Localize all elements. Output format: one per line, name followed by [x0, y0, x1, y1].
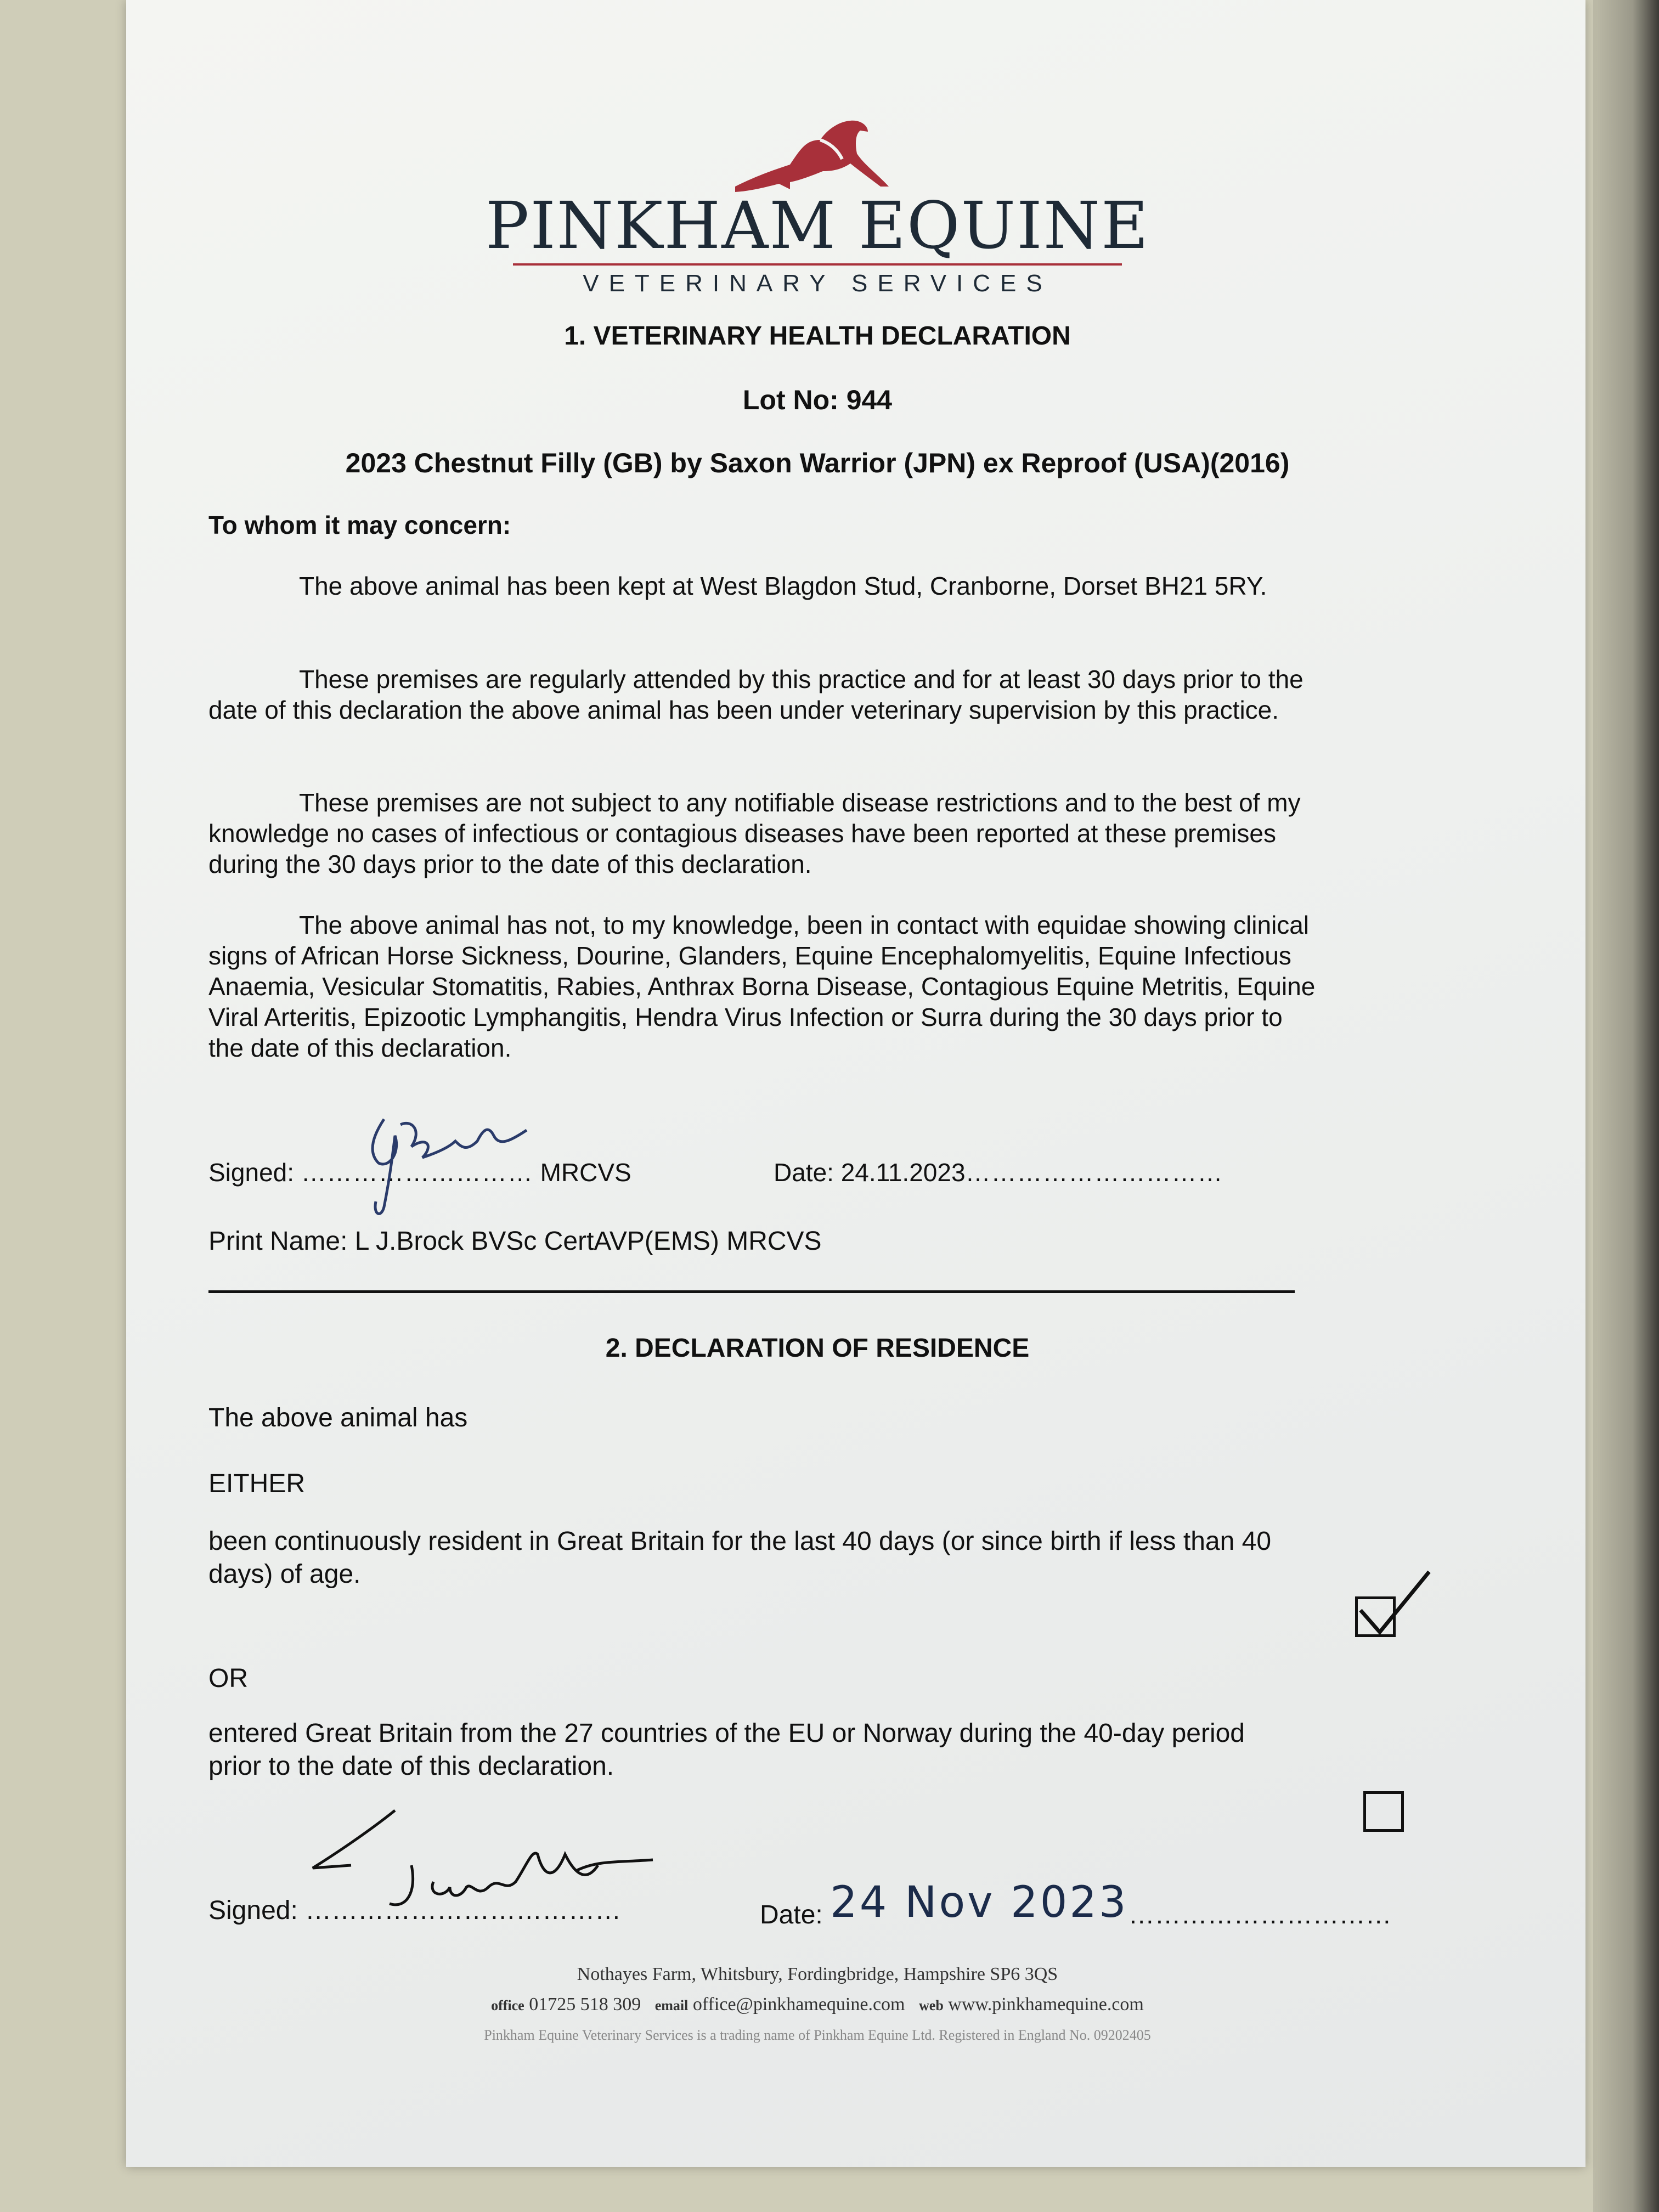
salutation: To whom it may concern:	[208, 511, 511, 539]
lot-number: Lot No: 944	[742, 385, 893, 415]
owner-date-field	[760, 1878, 1392, 1934]
footer-address: Nothayes Farm, Whitsbury, Fordingbridge, Hampshire SP6 3QS	[577, 1964, 1058, 1984]
or-label: OR	[208, 1664, 248, 1693]
logo-name: PINKHAM EQUINE	[485, 188, 1150, 263]
background-edge	[1593, 0, 1659, 2212]
date-dots-2: …………………………	[1128, 1900, 1392, 1929]
checkmark-icon	[1352, 1566, 1435, 1643]
handwritten-date: 24 Nov 2023	[830, 1878, 1128, 1927]
date-label-2: Date:	[760, 1900, 823, 1929]
print-name: Print Name: L J.Brock BVSc CertAVP(EMS) MRCVS	[208, 1227, 822, 1256]
residence-intro: The above animal has	[208, 1403, 468, 1432]
paragraph-disease-restrictions: These premises are not subject to any notifiable disease restrictions and to the best of my knowledge no cases of infectious or contagious diseases have been reported at these premises during the 30 days prior to the date of this declaration.	[208, 788, 1301, 878]
website: www.pinkhamequine.com	[948, 1994, 1144, 2015]
date-dots: …………………………	[965, 1158, 1223, 1187]
web-label: web	[919, 1997, 944, 2013]
horse-logo-icon	[724, 110, 911, 198]
option2-text: entered Great Britain from the 27 countries of the EU or Norway during the 40-day period prior to the date of this declaration.	[208, 1719, 1245, 1781]
office-email: office@pinkhamequine.com	[692, 1994, 905, 2015]
signature-dots-2: ………………………………	[305, 1896, 622, 1925]
email-label: email	[654, 1997, 689, 2013]
vet-date: Date: 24.11.2023	[774, 1158, 966, 1187]
footer-contact	[208, 1994, 1426, 2015]
option2-checkbox[interactable]	[1363, 1791, 1404, 1832]
mrcvs-label: MRCVS	[540, 1158, 631, 1187]
horse-description: 2023 Chestnut Filly (GB) by Saxon Warrior (JPN) ex Reproof (USA)(2016)	[345, 448, 1290, 478]
logo-subtitle: VETERINARY SERVICES	[583, 270, 1052, 297]
signature-dots: ………………………	[301, 1158, 533, 1187]
option1-text: been continuously resident in Great Britain for the last 40 days (or since birth if less than 40 days) of age.	[208, 1527, 1272, 1589]
company-logo	[208, 110, 1426, 297]
document-page	[126, 0, 1585, 2167]
vet-date-field	[774, 1158, 1223, 1187]
either-label: EITHER	[208, 1469, 306, 1498]
footer-legal: Pinkham Equine Veterinary Services is a trading name of Pinkham Equine Ltd. Registered in England No. 09202405	[484, 2027, 1151, 2043]
section2-heading: 2. DECLARATION OF RESIDENCE	[605, 1334, 1030, 1363]
section1-heading: 1. VETERINARY HEALTH DECLARATION	[564, 321, 1071, 351]
paragraph-supervision: These premises are regularly attended by this practice and for at least 30 days prior to the date of this declaration the above animal has been under veterinary supervision by this practice.	[208, 665, 1304, 724]
paragraph-contact: The above animal has not, to my knowledge, been in contact with equidae showing clinical signs of African Horse Sickness, Dourine, Glanders, Equine Encephalomyelitis, Equine Infectious Anaemia, Vesicular Stomatitis, Rabies, Anthrax Borna Disease, Contagious Equine Metritis, Equine Viral Arteritis, Epizootic Lymphangitis, Hendra Virus Infection or Surra during the 30 days prior to the date of this declaration.	[208, 911, 1316, 1062]
signed-label: Signed:	[208, 1158, 295, 1187]
signed-label-2: Signed:	[208, 1896, 298, 1925]
owner-signature-row	[208, 1895, 621, 1926]
office-phone: 01725 518 309	[529, 1994, 641, 2015]
vet-signature-row	[208, 1158, 1361, 1187]
section-divider	[208, 1290, 1295, 1293]
option1-checkbox[interactable]	[1355, 1596, 1396, 1637]
logo-underline	[513, 263, 1122, 266]
office-label: office	[491, 1997, 524, 2013]
paragraph-location: The above animal has been kept at West Blagdon Stud, Cranborne, Dorset BH21 5RY.	[299, 572, 1267, 600]
